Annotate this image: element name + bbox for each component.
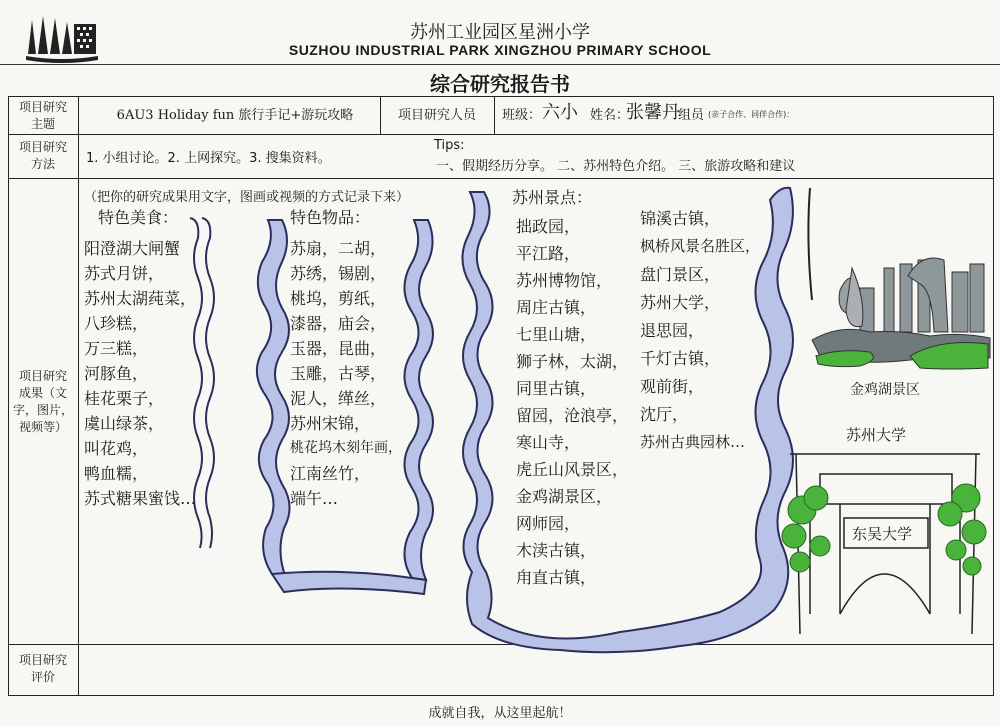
list-item: 沈厅， [640,405,689,424]
tips-value: 一、假期经历分享。 二、苏州特色介绍。 三、旅游攻略和建议 [436,159,796,174]
list-item: 桂花栗子， [84,389,165,408]
soochow-university-drawing [780,414,992,642]
jinji-lake-drawing [800,180,992,404]
list-item: 锦溪古镇， [640,209,721,228]
list-item: 苏扇，二胡， [290,239,387,258]
list-item: 八珍糕， [84,314,149,333]
list-item: 江南丝竹， [290,464,371,483]
list-item: 苏州博物馆， [516,271,613,290]
list-item: 七里山塘， [516,325,597,344]
list-item: 平江路， [516,244,581,263]
list-item: 鸭血糯， [84,464,149,483]
evaluation-label: 项目研究 评价 [18,653,67,684]
list-item: 千灯古镇， [640,349,721,368]
list-item: 木渎古镇， [516,541,597,560]
name-value: 张馨丹 [626,102,680,123]
footer-slogan: 成就自我，从这里起航！ [428,706,572,721]
list-item: 周庄古镇， [516,298,597,317]
school-name-en: SUZHOU INDUSTRIAL PARK XINGZHOU PRIMARY SCHOOL [288,42,712,58]
goods-list [290,236,402,511]
list-item: 网师园， [516,514,581,533]
method-label: 项目研究 方法 [18,140,67,171]
list-item: 苏州宋锦， [290,414,371,433]
topic-value: 6AU3 Holiday fun 旅行手记+游玩攻略 [116,108,354,123]
list-item: 枫桥风景名胜区， [640,237,761,255]
list-item: 观前街， [640,377,705,396]
tips-label: Tips: [434,138,465,153]
name-label: 姓名： [590,108,630,123]
team-label: 组员 [678,108,705,123]
class-label: 班级： [502,108,542,123]
result-label: 项目研究 成果（文 字，图片， 视频等） [12,369,73,434]
list-item: 叫花鸡， [84,439,149,458]
list-item: 苏式月饼， [84,264,165,283]
list-item: 河豚鱼， [84,364,149,383]
food-title: 特色美食： [98,208,179,227]
method-value: 1. 小组讨论。2. 上网探究。3. 搜集资料。 [86,151,331,166]
list-item: 阳澄湖大闸蟹 [84,239,181,258]
list-item: 虞山绿茶， [84,414,165,433]
members-label: 项目研究人员 [397,108,476,123]
spots-title: 苏州景点： [512,188,593,207]
list-item: 万三糕， [84,339,149,358]
list-item: 甪直古镇， [516,568,597,587]
goods-title: 特色物品： [290,208,371,227]
list-item: 狮子林，太湖， [516,352,629,371]
pic2-caption: 苏州大学 [846,426,907,444]
document-title: 综合研究报告书 [430,72,570,96]
list-item: 玉雕，古琴， [290,364,387,383]
list-item: 退思园， [640,321,705,340]
list-item: 拙政园， [516,217,581,236]
list-item: 桃花坞木刻年画， [290,440,402,456]
list-item: 漆器，庙会， [290,314,387,333]
list-item: 泥人，缂丝， [290,389,387,408]
list-item: 金鸡湖景区， [516,487,613,506]
team-note: (亲子合作、同伴合作)： [708,110,795,119]
list-item: 苏绣，锡剧， [290,264,387,283]
list-item: 同里古镇， [516,379,597,398]
list-item: 苏州太湖莼菜， [84,289,197,308]
list-item: 盘门景区， [640,265,721,284]
spots-list-1 [516,214,628,592]
class-value: 六小 [542,102,578,123]
list-item: 苏州古典园林… [640,433,746,451]
list-item: 苏州大学， [640,293,721,312]
list-item: 留园，沧浪亭， [516,406,629,425]
list-item: 苏式糖果蜜饯… [84,489,197,508]
pic1-caption: 金鸡湖景区 [850,382,920,398]
school-name-cn: 苏州工业园区星洲小学 [410,22,590,43]
topic-label: 项目研究 主题 [18,100,67,131]
list-item: 虎丘山风景区， [516,460,629,479]
food-list [84,236,196,511]
list-item: 玉器，昆曲， [290,339,387,358]
pic2-sign: 东吴大学 [852,525,913,543]
list-item: 桃坞，剪纸， [290,289,387,308]
result-instruction: （把你的研究成果用文字，图画或视频的方式记录下来） [84,190,410,205]
list-item: 寒山寺， [516,433,581,452]
list-item: 端午… [290,489,339,508]
spots-list-2 [640,206,760,458]
